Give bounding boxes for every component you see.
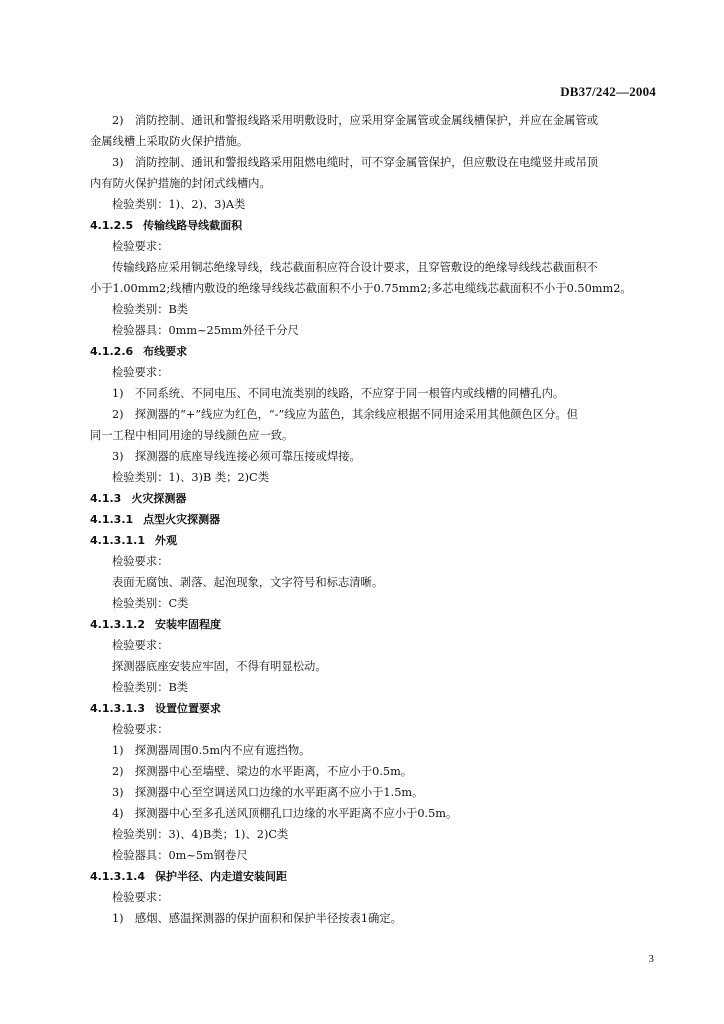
body-text-line: 检验要求：	[112, 891, 169, 904]
body-text-line: 3) 消防控制、通讯和警报线路采用阻燃电缆时，可不穿金属管保护，但应敷设在电缆竖井或吊顶	[112, 156, 599, 169]
section-number: 4.1.3.1.4	[90, 870, 145, 883]
body-text-line: 检验要求：	[112, 555, 169, 568]
body-text-line: 传输线路应采用铜芯绝缘导线，线芯截面积应符合设计要求，且穿管敷设的绝缘导线线芯截面积不	[112, 261, 598, 274]
section-title: 布线要求	[143, 345, 188, 358]
body-text-line: 内有防火保护措施的封闭式线槽内。	[90, 177, 271, 190]
section-title: 火灾探测器	[131, 492, 187, 505]
section-number: 4.1.3.1.1	[90, 534, 145, 547]
section-heading	[90, 488, 660, 509]
document-code: DB37/242—2004	[560, 84, 656, 99]
section-title: 设置位置要求	[154, 702, 221, 715]
section-title: 安装牢固程度	[154, 618, 221, 631]
section-title: 传输线路导线截面积	[143, 219, 243, 232]
body-text-line: 检验类别：1)、2)、3)A类	[112, 198, 246, 211]
body-text-line: 检验类别：3)、4)B类；1)、2)C类	[112, 828, 289, 841]
body-text-line: 4) 探测器中心至多孔送风顶棚孔口边缘的水平距离不应小于0.5m。	[112, 807, 458, 820]
body-text-line: 检验类别：1)、3)B 类；2)C类	[112, 471, 269, 484]
page-number: 3	[648, 953, 654, 965]
body-text-line: 表面无腐蚀、剥落、起泡现象，文字符号和标志清晰。	[112, 576, 384, 589]
section-heading	[90, 509, 660, 530]
body-text-line: 检验器具：0m~5m钢卷尺	[112, 849, 248, 862]
body-text-line: 小于1.00mm2;线槽内敷设的绝缘导线线芯截面积不小于0.75mm2;多芯电缆线芯截面积不小于0.50mm2。	[90, 282, 632, 295]
section-heading	[90, 614, 660, 635]
body-text-line: 3) 探测器的底座导线连接必须可靠压接或焊接。	[112, 450, 361, 463]
section-number: 4.1.2.5	[90, 219, 134, 232]
section-heading	[90, 215, 660, 236]
section-number: 4.1.3	[90, 492, 122, 505]
body-text-line: 同一工程中相同用途的导线颜色应一致。	[90, 429, 294, 442]
body-text-line: 2) 探测器的“+”线应为红色，“-”线应为蓝色，其余线应根据不同用途采用其他颜色区分。但	[112, 408, 578, 421]
body-text-line: 1) 不同系统、不同电压、不同电流类别的线路，不应穿于同一根管内或线槽的同槽孔内。	[112, 387, 565, 400]
body-text-line: 检验类别：B类	[112, 681, 189, 694]
section-number: 4.1.3.1.3	[90, 702, 145, 715]
body-text-line: 2) 消防控制、通讯和警报线路采用明敷设时，应采用穿金属管或金属线槽保护，并应在金属管或	[112, 114, 599, 127]
body-text-line: 检验类别：B类	[112, 303, 189, 316]
body-text-line: 探测器底座安装应牢固，不得有明显松动。	[112, 660, 327, 673]
section-title: 保护半径、内走道安装间距	[154, 870, 287, 883]
body-text-line: 金属线槽上采取防火保护措施。	[90, 135, 249, 148]
section-number: 4.1.3.1	[90, 513, 134, 526]
body-text-line: 检验要求：	[112, 723, 169, 736]
body-text-line: 检验要求：	[112, 366, 169, 379]
section-heading	[90, 341, 660, 362]
document-body	[90, 110, 660, 929]
section-title: 点型火灾探测器	[143, 513, 221, 526]
body-text-line: 检验要求：	[112, 639, 169, 652]
section-title: 外观	[154, 534, 177, 547]
section-heading	[90, 866, 660, 887]
section-heading	[90, 698, 660, 719]
section-heading	[90, 530, 660, 551]
body-text-line: 检验要求：	[112, 240, 169, 253]
body-text-line: 检验类别：C类	[112, 597, 189, 610]
body-text-line: 1) 感烟、感温探测器的保护面积和保护半径按表1确定。	[112, 912, 402, 925]
section-number: 4.1.3.1.2	[90, 618, 145, 631]
body-text-line: 3) 探测器中心至空调送风口边缘的水平距离不应小于1.5m。	[112, 786, 424, 799]
body-text-line: 检验器具：0mm~25mm外径千分尺	[112, 324, 299, 337]
body-text-line: 2) 探测器中心至墙壁、梁边的水平距离，不应小于0.5m。	[112, 765, 413, 778]
body-text-line: 1) 探测器周围0.5m内不应有遮挡物。	[112, 744, 311, 757]
section-number: 4.1.2.6	[90, 345, 134, 358]
